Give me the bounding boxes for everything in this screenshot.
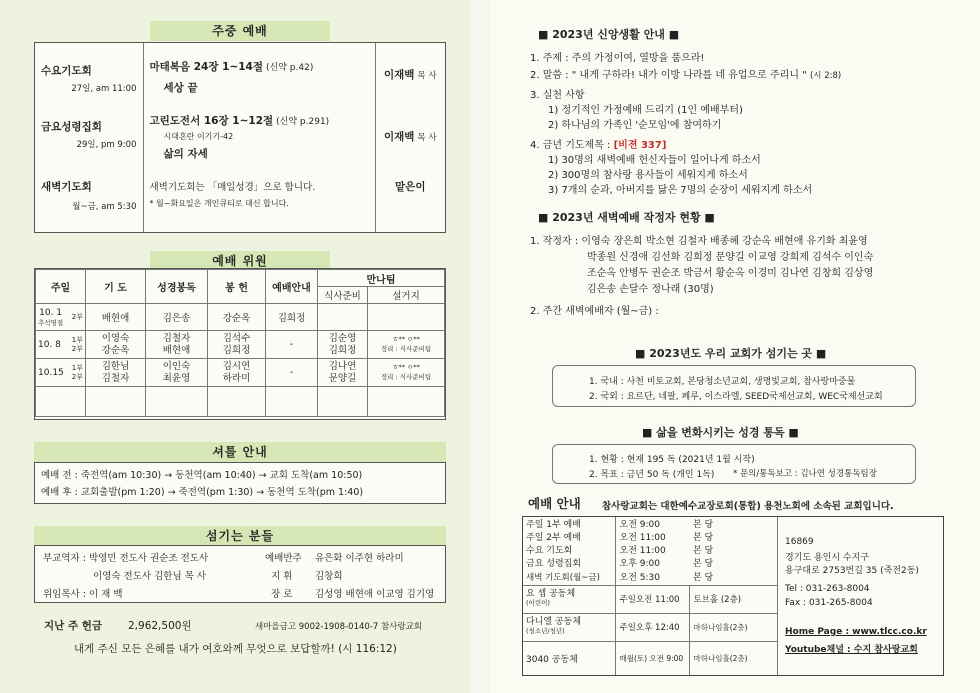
- guide-line: 2. 말씀 : " 내게 구하라! 내가 이방 나라를 네 유업으로 주리니 ": [530, 70, 807, 81]
- info-name-sub: (청소년/청년): [526, 627, 565, 636]
- col-header: 성경봉독: [146, 270, 208, 304]
- info-name-sub: (어린이): [526, 599, 550, 608]
- info-time: 매월(토) 오전 9:00: [615, 641, 689, 675]
- info-homepage[interactable]: Home Page : www.tlcc.co.kr: [785, 627, 927, 637]
- info-fax: Fax : 031-265-8004: [785, 598, 873, 608]
- servers-line3: 위임목사 : 이 재 백: [43, 589, 123, 600]
- row-dish: ㅎ** ㅇ** 정리 : 식사준비팀: [368, 331, 445, 359]
- guide-line: 3. 실천 사항: [530, 90, 585, 101]
- row-prayer: 이영숙 강순옥: [86, 331, 146, 359]
- col-header: 기 도: [86, 270, 146, 304]
- worship-rank: 목 사: [417, 132, 437, 143]
- row-prayer: 배현애: [86, 304, 146, 331]
- row-offering: 김석수 김희정: [208, 331, 266, 359]
- info-tel: Tel : 031-263-8004: [785, 584, 870, 594]
- info-place: 마하나임홀(2층): [693, 622, 748, 632]
- worship-scripture: 마태복음 24장 1~14절: [149, 61, 263, 73]
- dawn-line: 2. 주간 새벽예배자 (월~금) :: [530, 306, 659, 317]
- guide-line: 2) 하나님의 가족인 '순모임'에 참여하기: [548, 120, 722, 131]
- info-time: 오전 9:00: [619, 520, 660, 530]
- info-time: 오후 9:00: [619, 559, 660, 569]
- worship-table: [35, 43, 445, 232]
- servers-role: 장 로: [271, 589, 293, 600]
- committee-box: [34, 268, 446, 420]
- info-desc: 참사랑교회는 대한예수교장로회(통합) 용천노회에 소속된 교회입니다.: [602, 501, 894, 512]
- row-prayer: 김한님 김철자: [86, 359, 146, 387]
- row-reading: 김철자 배현애: [146, 331, 208, 359]
- info-name: 새벽 기도회(월~금): [523, 569, 615, 585]
- row-svc: 1부 2부: [71, 336, 83, 353]
- info-title: 예배 안내: [528, 496, 581, 511]
- worship-name: 수요기도회: [41, 65, 92, 77]
- row-guide: -: [266, 359, 318, 387]
- info-name: 요 셉 공동체: [526, 589, 576, 600]
- worship-name: 새벽기도회: [41, 181, 92, 193]
- info-name: 주일 1부 예배: [523, 517, 615, 530]
- info-name: 3040 공동체: [523, 641, 615, 675]
- page-gutter: [470, 0, 490, 693]
- shuttle-before: 예배 전 : 죽전역(am 10:30) → 동천역(am 10:40) → 교회 도착(am 10:50): [41, 470, 363, 481]
- guide-line: 1. 주제 : 주의 가정이여, 열방을 품으라!: [530, 53, 705, 64]
- servers-role: 예배반주: [265, 553, 302, 564]
- guide-vision: [비젼 337]: [613, 140, 667, 151]
- info-place: 본 당: [693, 520, 714, 530]
- row-meal: 김순영 김희정: [318, 331, 368, 359]
- bible-box: [552, 444, 916, 484]
- col-header: 설거지: [368, 287, 445, 304]
- worship-extra: 시대흔란 이기기-42: [163, 132, 234, 141]
- right-page: [490, 0, 980, 693]
- worship-rank: 목 사: [417, 70, 437, 81]
- col-header: 주일: [36, 270, 86, 304]
- verse: 내게 주신 모든 은혜를 내가 여호와께 무엇으로 보답할까! (시 116:12): [74, 643, 397, 655]
- col-header: 예배안내: [266, 270, 318, 304]
- info-place: 마하나임홀(2층): [693, 653, 748, 663]
- info-place: 본 당: [693, 573, 714, 584]
- info-time: 주일오후 12:40: [615, 613, 689, 641]
- worship-title: 주중 예배: [150, 21, 330, 41]
- mission-box: [552, 365, 916, 407]
- servers-line1: 부교역자 : 박영민 전도사 권순조 전도사: [43, 553, 209, 564]
- mission-line: 1. 국내 : 사천 비토교회, 본당청소년교회, 생명빛교회, 참사랑마중물: [589, 377, 856, 387]
- offering-label: 지난 주 헌금: [44, 620, 103, 632]
- dawn-line: 박종원 신경애 김선화 김희정 문양길 이교영 강희제 김석수 이인숙: [587, 252, 874, 263]
- info-table: [523, 517, 777, 675]
- row-date-note: 추석명절: [38, 318, 64, 327]
- info-zip: 16869: [785, 537, 814, 547]
- worship-extra: * 월~화요일은 개인큐티로 대신 합니다.: [149, 199, 289, 208]
- worship-name: 금요성령집회: [41, 121, 102, 133]
- col-header: 만나팀: [318, 270, 445, 287]
- worship-preacher: 맡은이: [395, 181, 426, 193]
- row-guide: 김희정: [266, 304, 318, 331]
- servers-box: [34, 545, 446, 603]
- row-meal: 김나연 문양길: [318, 359, 368, 387]
- info-time: 오전 5:30: [619, 573, 660, 584]
- dawn-line: 김은송 손달수 정나래 (30명): [587, 284, 714, 295]
- dawn-line: 1. 작정자 : 이영숙 장은희 박소현 김철자 배종혜 강순옥 배현애 유기화 최윤영: [530, 236, 868, 247]
- bible-line: 2. 목표 : 금년 50 독 (개인 1독): [589, 470, 715, 480]
- row-svc: 1부 2부: [71, 364, 83, 381]
- guide-line: 3) 7개의 순과, 아버지를 닮은 7명의 순장이 세워지게 하소서: [548, 185, 813, 196]
- info-place: 토브홀 (2층): [693, 595, 742, 605]
- row-dish: ㅎ** ㅇ** 정리 : 식사준비팀: [368, 359, 445, 387]
- info-name: 금요 성령집회: [523, 556, 615, 569]
- col-header: 봉 헌: [208, 270, 266, 304]
- info-time: 오전 11:00: [619, 533, 666, 543]
- guide-title: ■ 2023년 신앙생활 안내 ■: [538, 28, 680, 41]
- guide-line: 1) 30명의 새벽예배 헌신자들이 일어나게 하소서: [548, 155, 761, 166]
- worship-sermon: 삶의 자세: [163, 148, 208, 160]
- committee-title: 예배 위원: [150, 251, 330, 271]
- guide-line: 1) 정기적인 가정예배 드리기 (1인 예배부터): [548, 105, 743, 116]
- info-name: 주일 2부 예배: [523, 530, 615, 543]
- worship-scripture: 고린도전서 16장 1~12절: [149, 115, 274, 127]
- offering-bank: 새마을금고 9002-1908-0140-7 참사랑교회: [255, 622, 423, 632]
- bible-title: ■ 삶을 변화시키는 성경 통독 ■: [642, 426, 799, 439]
- row-date: 10. 1: [39, 307, 63, 318]
- worship-time: 29일, pm 9:00: [76, 140, 137, 150]
- info-place: 본 당: [693, 546, 714, 556]
- worship-scripture: 새벽기도회는 「매일성경」으로 합니다.: [149, 182, 316, 193]
- row-dish: [368, 304, 445, 331]
- dawn-title: ■ 2023년 새벽예배 작정자 현황 ■: [538, 211, 715, 224]
- shuttle-title: 셔틀 안내: [34, 442, 446, 462]
- row-reading: 이인숙 최윤영: [146, 359, 208, 387]
- worship-preacher: 이재백: [383, 68, 415, 81]
- worship-time: 월~금, am 5:30: [72, 202, 137, 212]
- mission-title: ■ 2023년도 우리 교회가 섬기는 곳 ■: [635, 347, 827, 360]
- info-address: 경기도 용인시 수지구: [785, 553, 869, 563]
- servers-line2: 이영숙 전도사 김한님 목 사: [93, 571, 207, 582]
- worship-sermon: 세상 끝: [163, 82, 198, 94]
- worship-ref: (신약 p.291): [276, 117, 330, 127]
- worship-ref: (신약 p.42): [266, 63, 314, 73]
- row-svc: 2부: [71, 313, 83, 321]
- info-time: 주일오전 11:00: [615, 585, 689, 613]
- info-name: 수요 기도회: [523, 543, 615, 556]
- offering-amount: 2,962,500원: [128, 620, 192, 632]
- servers-names: 김창희: [315, 571, 343, 582]
- info-place: 본 당: [693, 559, 714, 569]
- row-reading: 김은송: [146, 304, 208, 331]
- worship-time: 27일, am 11:00: [71, 84, 137, 94]
- info-address: 용구대로 2753번길 35 (죽전2동): [785, 566, 919, 576]
- servers-title: 섬기는 분들: [34, 526, 446, 546]
- dawn-line: 조순옥 안병두 권순조 박금서 황순옥 이경미 김나연 김창희 김상영: [587, 268, 874, 279]
- shuttle-after: 예배 후 : 교회출발(pm 1:20) → 죽전역(pm 1:30) → 동천역 도착(pm 1:40): [41, 487, 364, 498]
- col-header: 식사준비: [318, 287, 368, 304]
- guide-ref: (시 2:8): [809, 71, 842, 81]
- row-offering: 김시연 하라미: [208, 359, 266, 387]
- servers-role: 지 휘: [271, 571, 293, 582]
- row-guide: -: [266, 331, 318, 359]
- info-name: 다니엘 공동체: [526, 617, 582, 628]
- info-youtube[interactable]: Youtube채널 : 수지 참사랑교회: [785, 645, 918, 655]
- left-page: [0, 0, 470, 693]
- guide-line: 2) 300명의 참사랑 용사들이 세워지게 하소서: [548, 170, 748, 181]
- guide-line: 4. 금년 기도제목 :: [530, 140, 611, 151]
- bible-line: 1. 현황 : 현재 195 독 (2021년 1월 시작): [589, 455, 755, 465]
- row-meal: [318, 304, 368, 331]
- worship-preacher: 이재백: [383, 130, 415, 143]
- info-time: 오전 11:00: [619, 546, 666, 556]
- bible-contact: * 문의/통독보고 : 김나연 성경통독팀장: [733, 469, 877, 479]
- row-offering: 강순옥: [208, 304, 266, 331]
- row-date: 10.15: [38, 367, 64, 378]
- servers-names: 김성영 배현애 이교영 김기영: [315, 589, 435, 600]
- worship-box: [34, 42, 446, 233]
- mission-line: 2. 국외 : 요르단, 네팔, 페루, 이스라엘, SEED국제선교회, WEC국제선교회: [589, 392, 883, 402]
- servers-names: 유은화 이주현 하라미: [315, 553, 404, 564]
- row-date: 10. 8: [38, 339, 61, 350]
- committee-table: [35, 269, 445, 417]
- info-box: [522, 516, 944, 676]
- info-place: 본 당: [693, 533, 714, 543]
- shuttle-box: [34, 462, 446, 504]
